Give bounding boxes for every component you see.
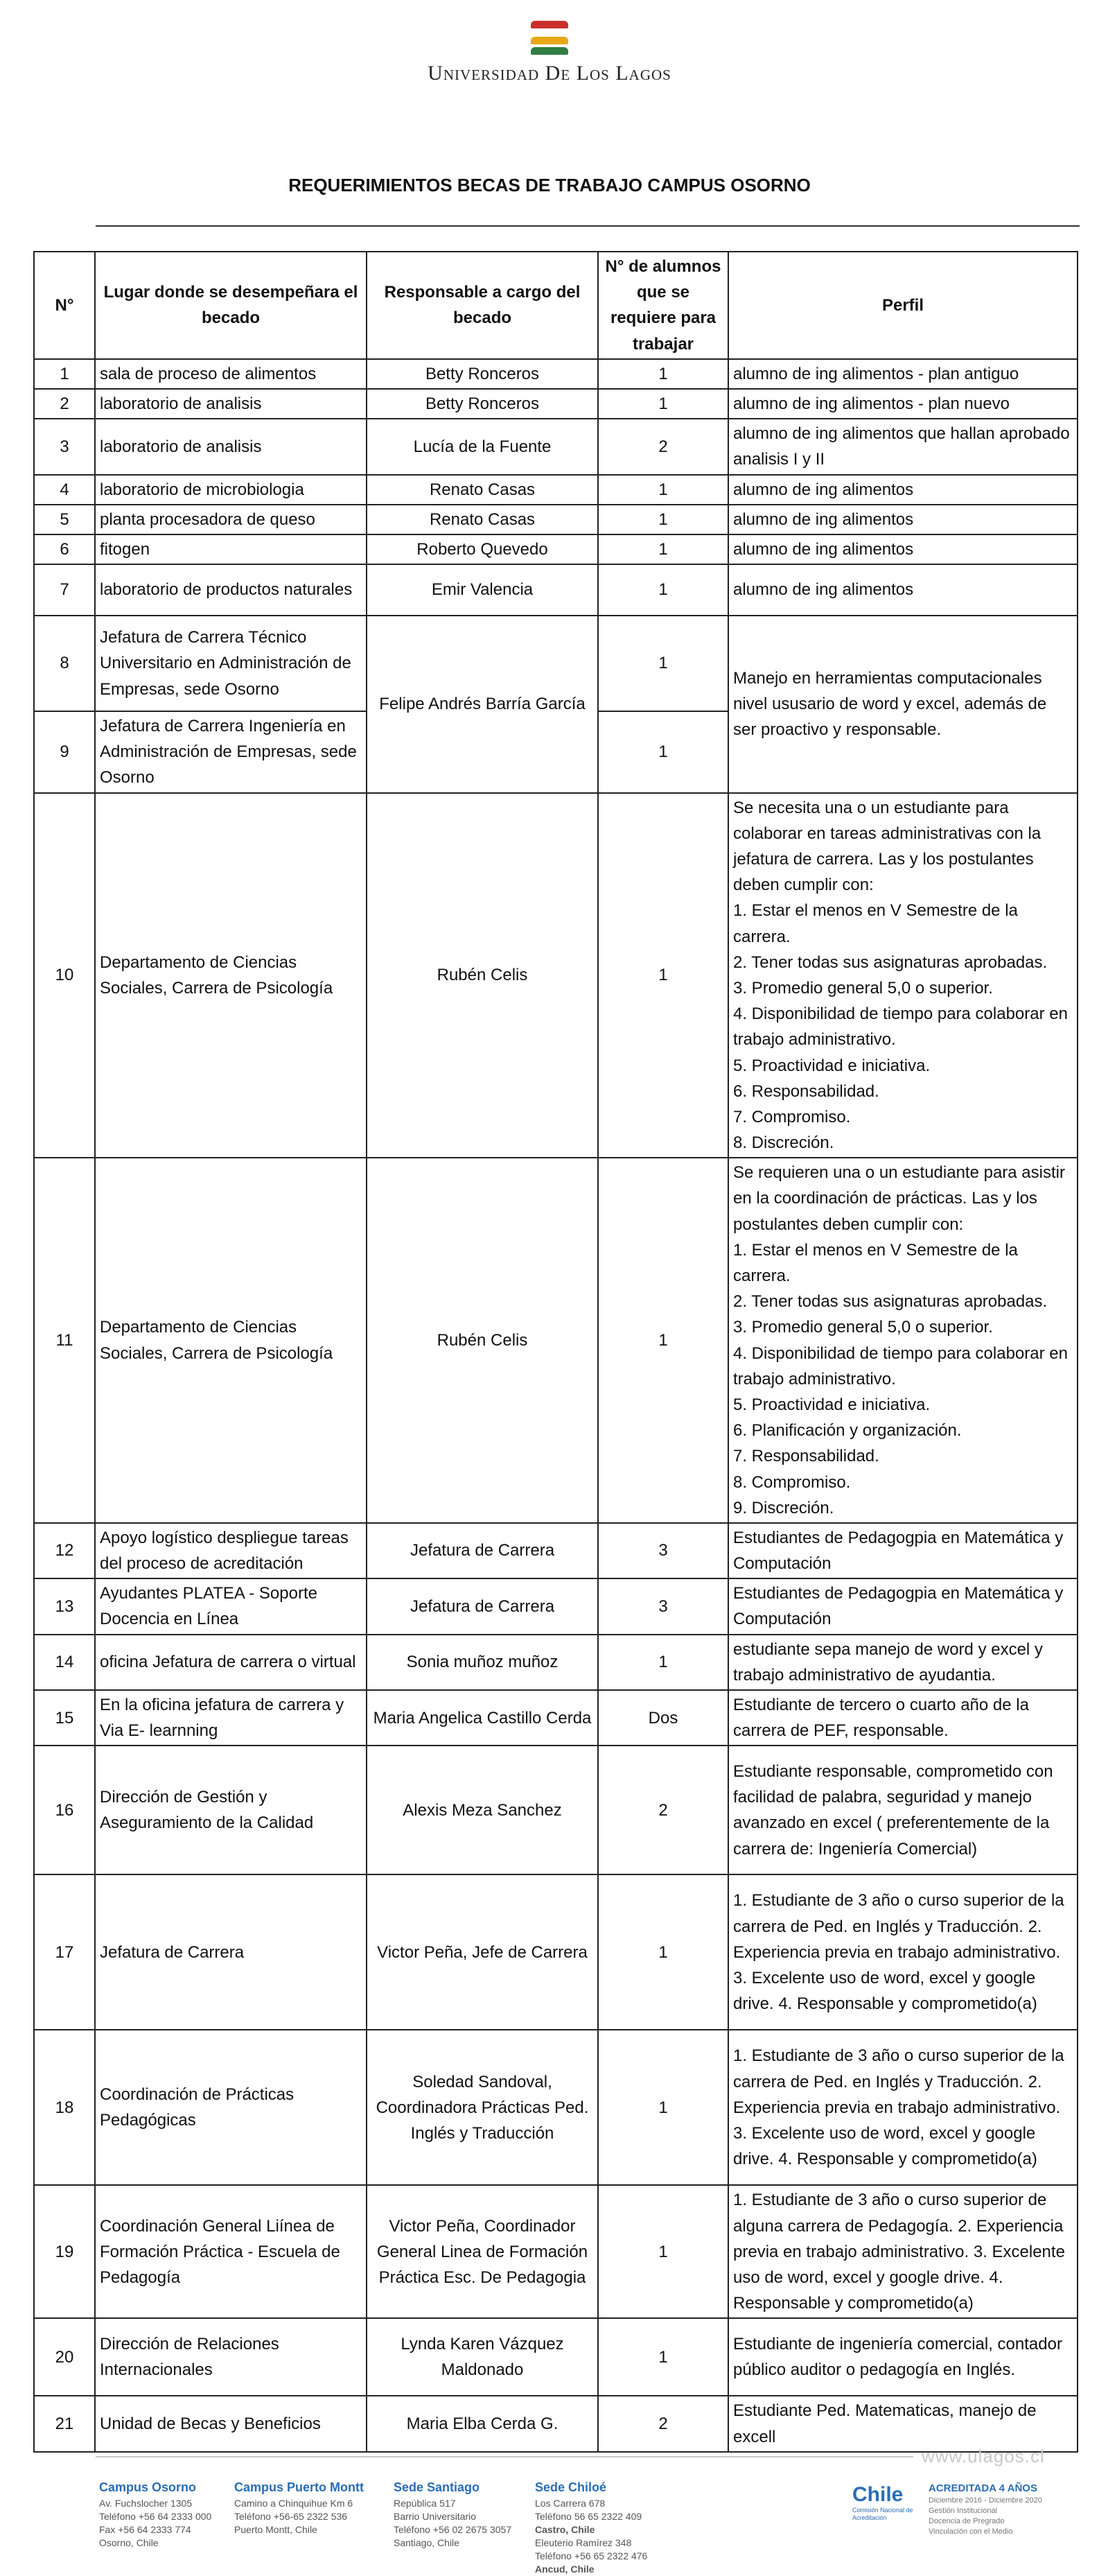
row-perfil xyxy=(728,505,1078,534)
row-responsable: Alexis Meza Sanchez xyxy=(367,1746,598,1874)
table-row xyxy=(34,2396,1078,2451)
row-lugar: Coordinación General Liínea de Formación Práctica - Escuela de Pedagogía xyxy=(95,2185,367,2318)
campus-line: Osorno, Chile xyxy=(99,2536,159,2548)
row-responsable: Roberto Quevedo xyxy=(367,534,598,564)
row-lugar: Coordinación de Prácticas Pedagógicas xyxy=(95,2030,367,2185)
row-lugar: Ayudantes PLATEA - Soporte Docencia en Línea xyxy=(95,1578,367,1634)
table-row xyxy=(34,534,1078,564)
row-perfil xyxy=(728,793,1078,1158)
row-number: 19 xyxy=(34,2185,95,2318)
row-perfil xyxy=(728,2185,1078,2318)
row-responsable: Felipe Andrés Barría García xyxy=(367,616,598,793)
row-alumnos: 1 xyxy=(598,564,728,616)
campus-name: Campus Osorno xyxy=(99,2480,197,2494)
table-row xyxy=(34,616,1078,711)
perfil-line: 3. Promedio general 5,0 o superior. xyxy=(733,978,993,998)
campus-line: Teléfono 56 65 2322 409 xyxy=(535,2511,642,2523)
campus-line: Teléfono +56-65 2322 536 xyxy=(234,2511,348,2523)
campus-line: Los Carrera 678 xyxy=(535,2498,606,2509)
row-lugar: laboratorio de analisis xyxy=(95,389,367,419)
document-title: REQUERIMIENTOS BECAS DE TRABAJO CAMPUS OSORNO xyxy=(288,175,811,195)
campus-line: Castro, Chile xyxy=(535,2524,595,2536)
university-name: Universidad De Los Lagos xyxy=(428,62,671,85)
row-perfil: Manejo en herramientas computacionales nivel ususario de word y excel, además de ser proactivo y responsable. xyxy=(728,616,1078,793)
row-lugar: laboratorio de analisis xyxy=(95,419,367,474)
row-responsable: Renato Casas xyxy=(367,475,598,505)
row-alumnos: 1 xyxy=(598,1874,728,2030)
table-row xyxy=(34,389,1078,419)
row-number: 12 xyxy=(34,1523,95,1578)
row-number: 8 xyxy=(34,616,95,711)
row-perfil xyxy=(728,1578,1078,1634)
table-row xyxy=(34,1523,1078,1578)
table-row xyxy=(34,475,1078,505)
perfil-line: Estudiantes de Pedagogpia en Matemática y Computación xyxy=(733,1584,1064,1629)
campus-name: Campus Puerto Montt xyxy=(234,2480,364,2494)
table-row xyxy=(34,2318,1078,2396)
row-lugar: Departamento de Ciencias Sociales, Carrera de Psicología xyxy=(95,1158,367,1523)
row-perfil xyxy=(728,359,1078,389)
row-number: 13 xyxy=(34,1578,95,1634)
title-divider xyxy=(96,225,1080,227)
row-responsable: Rubén Celis xyxy=(367,793,598,1158)
row-number: 18 xyxy=(34,2030,95,2185)
row-alumnos: 1 xyxy=(598,2185,728,2318)
row-alumnos: 3 xyxy=(598,1523,728,1578)
perfil-line: 6. Planificación y organización. xyxy=(733,1421,962,1441)
perfil-line: 1. Estar el menos en V Semestre de la carrera. xyxy=(733,1240,1018,1285)
perfil-line: 1. Estar el menos en V Semestre de la carrera. xyxy=(733,901,1018,946)
table-row xyxy=(34,1690,1078,1746)
perfil-line: 2. Tener todas sus asignaturas aprobadas. xyxy=(733,1292,1048,1312)
row-responsable: Lucía de la Fuente xyxy=(367,419,598,474)
row-responsable: Emir Valencia xyxy=(367,564,598,616)
row-responsable: Betty Ronceros xyxy=(367,389,598,419)
campus-line: Teléfono +56 02 2675 3057 xyxy=(394,2524,512,2536)
perfil-line: 4. Disponibilidad de tiempo para colaborar en trabajo administrativo. xyxy=(733,1343,1068,1389)
table-header-row xyxy=(34,252,1078,359)
row-lugar: Apoyo logístico despliegue tareas del proceso de acreditación xyxy=(95,1523,367,1578)
accreditation-line: Docencia de Pregrado xyxy=(929,2516,1005,2525)
row-alumnos: 1 xyxy=(598,793,728,1158)
perfil-line: Estudiante de tercero o cuarto año de la carrera de PEF, responsable. xyxy=(733,1696,1029,1741)
perfil-line: 3. Promedio general 5,0 o superior. xyxy=(733,1318,993,1337)
perfil-line: estudiante sepa manejo de word y excel y trabajo administrativo de ayudantia. xyxy=(733,1639,1043,1685)
cna-logo xyxy=(852,2483,915,2529)
perfil-line: 6. Responsabilidad. xyxy=(733,1081,879,1101)
header-lugar: Lugar donde se desempeñara el becado xyxy=(95,252,367,359)
row-perfil xyxy=(728,534,1078,564)
row-responsable: Jefatura de Carrera xyxy=(367,1523,598,1578)
university-logo xyxy=(0,21,1099,85)
flag-icon xyxy=(531,21,568,55)
campus-line: Fax +56 64 2333 774 xyxy=(99,2524,191,2536)
campus-line: Eleuterio Ramírez 348 xyxy=(535,2536,632,2548)
footer-campus-puerto-montt xyxy=(234,2479,364,2536)
header-perfil: Perfil xyxy=(728,252,1078,359)
row-responsable: Jefatura de Carrera xyxy=(367,1578,598,1634)
perfil-line: Se requieren una o un estudiante para asistir en la coordinación de prácticas. Las y los postulantes deben cumplir con: xyxy=(733,1163,1065,1234)
row-alumnos: 1 xyxy=(598,475,728,505)
table-row xyxy=(34,2185,1078,2318)
perfil-line: Estudiante responsable, comprometido con facilidad de palabra, seguridad y manejo avanzado en excel ( preferentemente de la carrera de: Ingeniería Comercial) xyxy=(733,1762,1053,1859)
row-number: 4 xyxy=(34,475,95,505)
row-alumnos: 3 xyxy=(598,1578,728,1634)
table-row xyxy=(34,1635,1078,1690)
row-alumnos: 1 xyxy=(598,534,728,564)
row-perfil xyxy=(728,2318,1078,2396)
table-row xyxy=(34,1874,1078,2030)
row-alumnos: 1 xyxy=(598,711,728,793)
perfil-line: alumno de ing alimentos xyxy=(733,580,914,600)
table-row xyxy=(34,359,1078,389)
header-responsable: Responsable a cargo del becado xyxy=(367,252,598,359)
row-responsable: Betty Ronceros xyxy=(367,359,598,389)
row-responsable: Sonia muñoz muñoz xyxy=(367,1635,598,1690)
row-responsable: Rubén Celis xyxy=(367,1158,598,1523)
accreditation-line: Diciembre 2016 - Diciembre 2020 xyxy=(929,2496,1042,2505)
row-number: 10 xyxy=(34,793,95,1158)
row-number: 11 xyxy=(34,1158,95,1523)
table-body xyxy=(34,359,1078,2452)
row-perfil xyxy=(728,564,1078,616)
row-alumnos: 1 xyxy=(598,505,728,534)
perfil-line: alumno de ing alimentos - plan antiguo xyxy=(733,364,1019,383)
row-lugar: Departamento de Ciencias Sociales, Carrera de Psicología xyxy=(95,793,367,1158)
header-num: N° xyxy=(34,252,95,359)
row-lugar: planta procesadora de queso xyxy=(95,505,367,534)
perfil-line: alumno de ing alimentos xyxy=(733,539,914,559)
table-row xyxy=(34,1578,1078,1634)
row-responsable: Renato Casas xyxy=(367,505,598,534)
row-alumnos: 1 xyxy=(598,2318,728,2396)
website-link[interactable]: www.ulagos.cl xyxy=(922,2446,1045,2466)
campus-line: Av. Fuchslocher 1305 xyxy=(99,2498,193,2509)
row-number: 7 xyxy=(34,564,95,616)
campus-line: Puerto Montt, Chile xyxy=(234,2524,317,2536)
row-lugar: Unidad de Becas y Beneficios xyxy=(95,2396,367,2451)
row-responsable: Lynda Karen Vázquez Maldonado xyxy=(367,2318,598,2396)
row-perfil xyxy=(728,419,1078,474)
perfil-line: 7. Responsabilidad. xyxy=(733,1447,879,1466)
campus-line: Santiago, Chile xyxy=(394,2536,459,2548)
row-number: 20 xyxy=(34,2318,95,2396)
row-number: 9 xyxy=(34,711,95,793)
perfil-line: 5. Proactividad e iniciativa. xyxy=(733,1395,931,1414)
row-lugar: laboratorio de microbiologia xyxy=(95,475,367,505)
accreditation-info xyxy=(929,2482,1042,2537)
row-lugar: laboratorio de productos naturales xyxy=(95,564,367,616)
row-number: 21 xyxy=(34,2396,95,2451)
row-lugar: Dirección de Gestión y Aseguramiento de la Calidad xyxy=(95,1746,367,1874)
row-alumnos: 1 xyxy=(598,1635,728,1690)
row-responsable: Victor Peña, Coordinador General Linea de Formación Práctica Esc. De Pedagogia xyxy=(367,2185,598,2318)
row-number: 17 xyxy=(34,1874,95,2030)
row-lugar: En la oficina jefatura de carrera y Via E- learnning xyxy=(95,1690,367,1746)
table-row xyxy=(34,1746,1078,1874)
campus-name: Sede Santiago xyxy=(394,2480,480,2494)
footer-campus-osorno xyxy=(99,2479,211,2550)
perfil-line: 7. Compromiso. xyxy=(733,1107,851,1126)
perfil-line: alumno de ing alimentos xyxy=(733,480,914,499)
row-number: 16 xyxy=(34,1746,95,1874)
row-number: 14 xyxy=(34,1635,95,1690)
perfil-line: Estudiante Ped. Matematicas, manejo de excell xyxy=(733,2401,1037,2446)
requirements-table xyxy=(33,251,1078,2453)
row-perfil xyxy=(728,1523,1078,1578)
table-row xyxy=(34,1158,1078,1523)
perfil-line: 1. Estudiante de 3 año o curso superior de la carrera de Ped. en Inglés y Traducción. 2. Experiencia previa en trabajo administrativo. 3. Excelente uso de word, excel y google drive. 4. Responsable y comprometido(a) xyxy=(733,2046,1064,2169)
perfil-line: Se necesita una o un estudiante para colaborar en tareas administrativas con la jefatura de carrera. Las y los postulantes deben cumplir con: xyxy=(733,798,1041,895)
perfil-line: 2. Tener todas sus asignaturas aprobadas. xyxy=(733,952,1048,972)
perfil-line: 5. Proactividad e iniciativa. xyxy=(733,1056,931,1075)
row-responsable: Maria Elba Cerda G. xyxy=(367,2396,598,2451)
footer-divider xyxy=(96,2456,913,2457)
row-perfil xyxy=(728,2396,1078,2451)
row-lugar: Jefatura de Carrera Técnico Universitario en Administración de Empresas, sede Osorno xyxy=(95,616,367,711)
row-alumnos: 2 xyxy=(598,2396,728,2451)
row-lugar: Jefatura de Carrera xyxy=(95,1874,367,2030)
cna-subtitle: Comisión Nacional de Acreditación xyxy=(852,2507,913,2521)
perfil-line: alumno de ing alimentos que hallan aprobado analisis I y II xyxy=(733,424,1070,469)
row-responsable: Maria Angelica Castillo Cerda xyxy=(367,1690,598,1746)
row-responsable: Soledad Sandoval, Coordinadora Prácticas Ped. Inglés y Traducción xyxy=(367,2030,598,2185)
row-alumnos: Dos xyxy=(598,1690,728,1746)
row-perfil xyxy=(728,475,1078,505)
row-perfil xyxy=(728,2030,1078,2185)
table-row xyxy=(34,793,1078,1158)
perfil-line: 8. Compromiso. xyxy=(733,1472,851,1492)
perfil-line: Estudiante de ingeniería comercial, contador público auditor o pedagogía en Inglés. xyxy=(733,2335,1062,2380)
row-perfil xyxy=(728,1635,1078,1690)
row-perfil xyxy=(728,1874,1078,2030)
perfil-line: alumno de ing alimentos xyxy=(733,510,914,529)
accreditation-line: Gestión Institucional xyxy=(929,2507,998,2516)
row-number: 3 xyxy=(34,419,95,474)
campus-line: Ancud, Chile xyxy=(535,2563,595,2575)
campus-line: Teléfono +56 65 2322 476 xyxy=(535,2550,648,2561)
perfil-line: 9. Discreción. xyxy=(733,1498,834,1517)
campus-line: Camino a Chinquihue Km 6 xyxy=(234,2498,353,2509)
perfil-line: alumno de ing alimentos - plan nuevo xyxy=(733,394,1010,413)
row-lugar: sala de proceso de alimentos xyxy=(95,359,367,389)
row-number: 1 xyxy=(34,359,95,389)
row-lugar: Dirección de Relaciones Internacionales xyxy=(95,2318,367,2396)
row-perfil xyxy=(728,1158,1078,1523)
row-lugar: oficina Jefatura de carrera o virtual xyxy=(95,1635,367,1690)
table-row xyxy=(34,564,1078,616)
row-alumnos: 1 xyxy=(598,2030,728,2185)
row-alumnos: 2 xyxy=(598,1746,728,1874)
perfil-line: 4. Disponibilidad de tiempo para colaborar en trabajo administrativo. xyxy=(733,1004,1068,1050)
row-alumnos: 1 xyxy=(598,1158,728,1523)
row-number: 5 xyxy=(34,505,95,534)
row-alumnos: 2 xyxy=(598,419,728,474)
row-perfil xyxy=(728,1690,1078,1746)
row-alumnos: 1 xyxy=(598,389,728,419)
row-perfil xyxy=(728,1746,1078,1874)
row-lugar: Jefatura de Carrera Ingeniería en Administración de Empresas, sede Osorno xyxy=(95,711,367,793)
table-row xyxy=(34,505,1078,534)
perfil-line: Estudiantes de Pedagogpia en Matemática y Computación xyxy=(733,1528,1064,1574)
header-alumnos: N° de alumnos que se requiere para trabajar xyxy=(598,252,728,359)
cna-mark: Chile xyxy=(852,2483,904,2506)
row-number: 6 xyxy=(34,534,95,564)
row-number: 15 xyxy=(34,1690,95,1746)
table-row xyxy=(34,419,1078,474)
campus-line: Barrio Universitario xyxy=(394,2511,477,2523)
table-row xyxy=(34,2030,1078,2185)
perfil-line: 8. Discreción. xyxy=(733,1133,834,1153)
row-number: 2 xyxy=(34,389,95,419)
footer-sede-santiago xyxy=(394,2479,511,2550)
row-responsable: Victor Peña, Jefe de Carrera xyxy=(367,1874,598,2030)
accreditation-title: ACREDITADA 4 AÑOS xyxy=(929,2482,1037,2494)
row-alumnos: 1 xyxy=(598,359,728,389)
perfil-line: 1. Estudiante de 3 año o curso superior de alguna carrera de Pedagogía. 2. Experiencia previa en trabajo administrativo. 3. Excelente uso de word, excel y google drive. 4. Responsable y comprometido(a) xyxy=(733,2191,1065,2313)
row-alumnos: 1 xyxy=(598,616,728,711)
accreditation-line: Vinculación con el Medio xyxy=(929,2527,1013,2536)
campus-line: Teléfono +56 64 2333 000 xyxy=(99,2511,212,2523)
campus-name: Sede Chiloé xyxy=(535,2480,607,2494)
footer-sede-chiloe xyxy=(535,2479,647,2576)
campus-line: República 517 xyxy=(394,2498,456,2509)
row-lugar: fitogen xyxy=(95,534,367,564)
row-perfil xyxy=(728,389,1078,419)
perfil-line: 1. Estudiante de 3 año o curso superior de la carrera de Ped. en Inglés y Traducción. 2. Experiencia previa en trabajo administrativo. 3. Excelente uso de word, excel y google drive. 4. Responsable y comprometido(a) xyxy=(733,1891,1064,2014)
